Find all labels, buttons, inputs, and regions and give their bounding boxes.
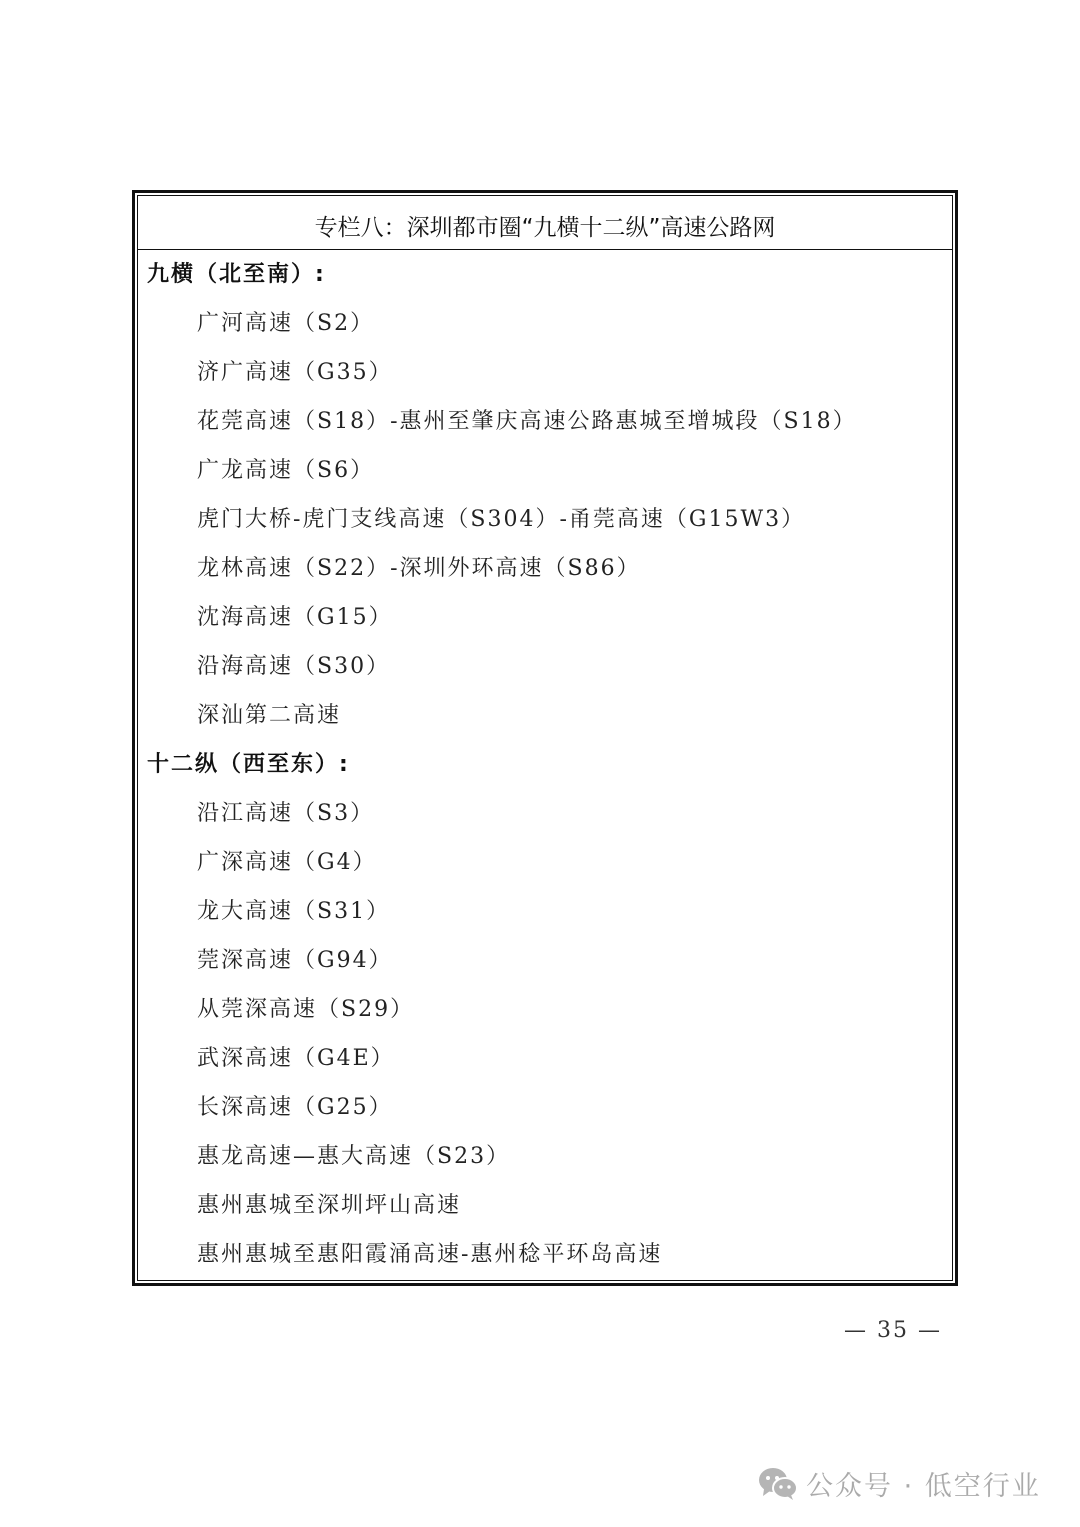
highway-list [138, 250, 952, 1279]
list-item: 深汕第二高速 [197, 703, 342, 728]
watermark [758, 1464, 1041, 1503]
wechat-icon [758, 1467, 798, 1501]
list-item: 从莞深高速（S29） [197, 997, 415, 1022]
list-item: 长深高速（G25） [197, 1095, 393, 1120]
list-item: 龙林高速（S22）-深圳外环高速（S86） [197, 556, 641, 581]
column-title: 专栏八：深圳都市圈“九横十二纵”高速公路网 [138, 196, 952, 250]
list-item: 广龙高速（S6） [197, 458, 375, 483]
list-item: 沈海高速（G15） [197, 605, 393, 630]
list-item: 惠州惠城至惠阳霞涌高速-惠州稔平环岛高速 [197, 1242, 663, 1267]
list-item: 花莞高速（S18）-惠州至肇庆高速公路惠城至增城段（S18） [197, 409, 857, 434]
list-item: 广河高速（S2） [197, 311, 375, 336]
list-item: 惠龙高速—惠大高速（S23） [197, 1144, 511, 1169]
list-item: 济广高速（G35） [197, 360, 393, 385]
column-box-inner [137, 195, 953, 1281]
list-item: 龙大高速（S31） [197, 899, 391, 924]
list-item: 虎门大桥-虎门支线高速（S304）-甬莞高速（G15W3） [197, 507, 806, 532]
list-item: 沿江高速（S3） [197, 801, 375, 826]
page-number: — 35 — [844, 1318, 942, 1343]
section-heading: 九横（北至南）: [147, 262, 326, 287]
list-item: 莞深高速（G94） [197, 948, 393, 973]
list-item: 武深高速（G4E） [197, 1046, 395, 1071]
list-item: 沿海高速（S30） [197, 654, 391, 679]
watermark-text: 公众号 · 低空行业 [806, 1471, 1041, 1502]
column-box [132, 190, 958, 1286]
list-item: 惠州惠城至深圳坪山高速 [197, 1193, 462, 1218]
section-heading: 十二纵（西至东）: [147, 752, 350, 777]
list-item: 广深高速（G4） [197, 850, 377, 875]
